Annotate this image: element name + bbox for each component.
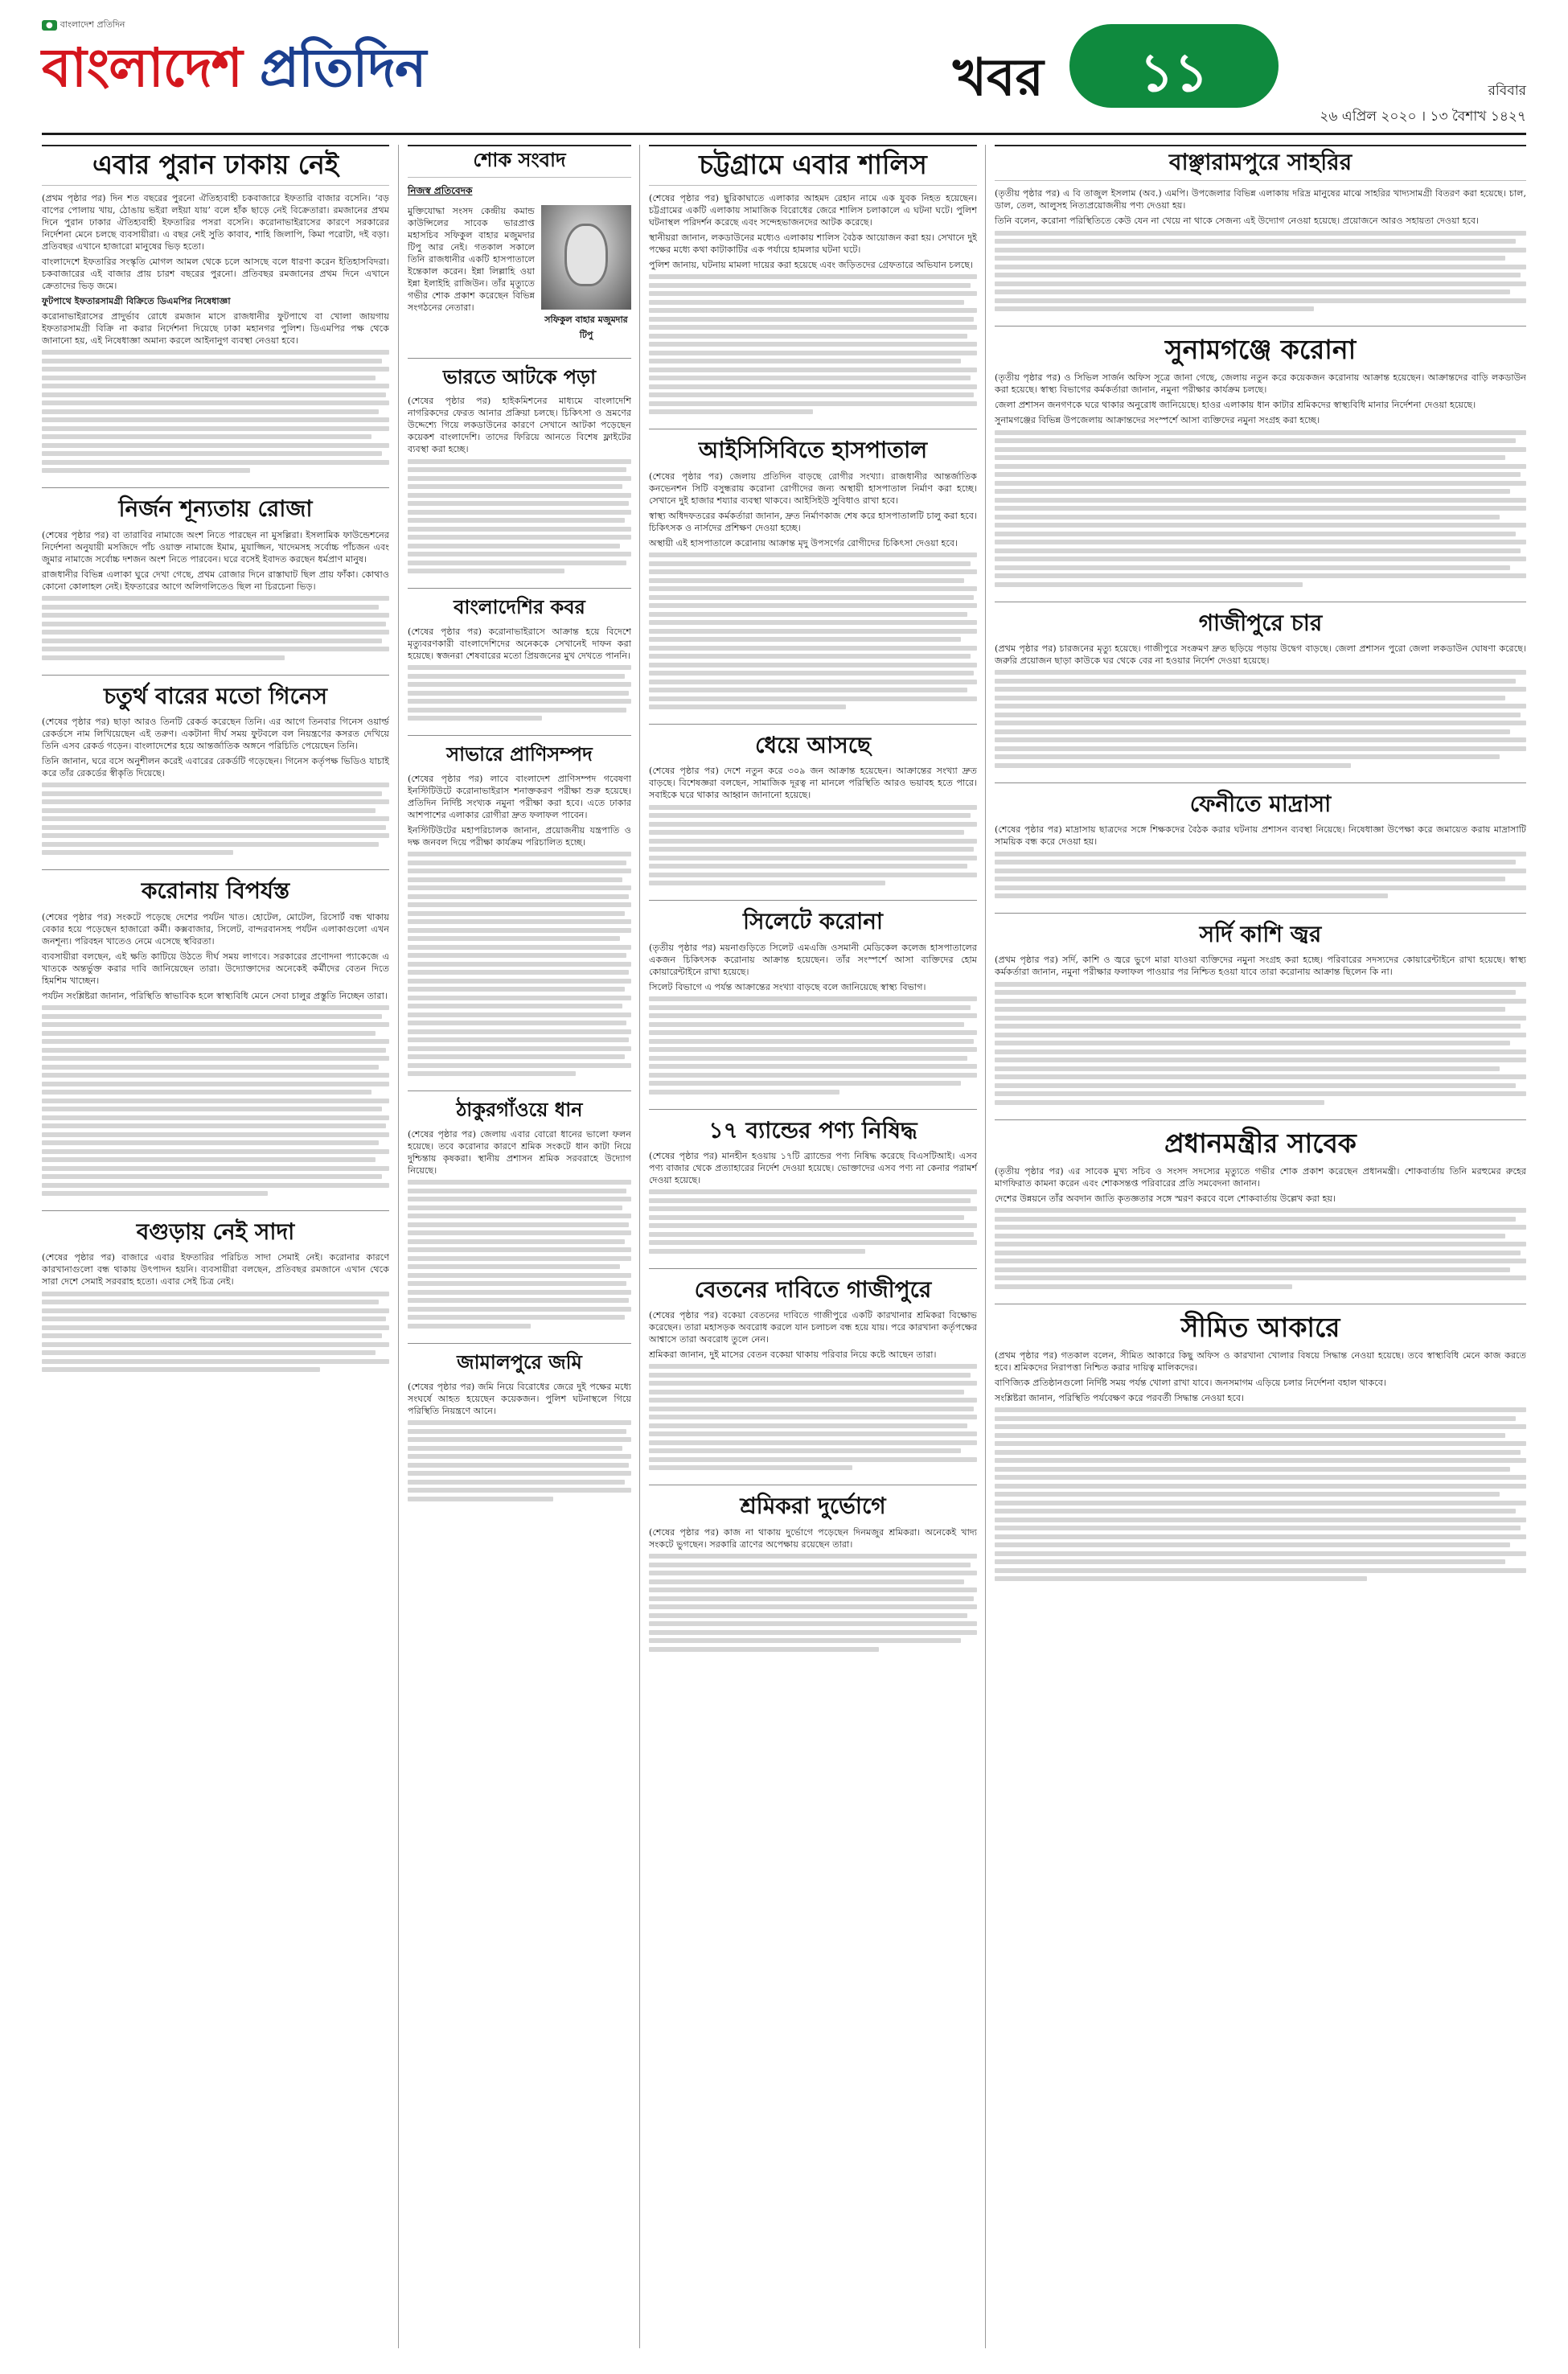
text-block (995, 430, 1526, 587)
article-headline: শোক সংবাদ (408, 145, 631, 178)
article-separator (408, 358, 631, 359)
article-paragraph: (শেষের পৃষ্ঠার পর) দেশে নতুন করে ৩০৯ জন আক্রান্ত হয়েছেন। আক্রান্তের সংখ্যা দ্রুত বাড়ছে। বিশেষজ্ঞরা বলছেন, সামাজিক দূরত্ব না মানলে পরিস্থিতি আরও ভয়াবহ হতে পারে। সবাইকে ঘরে থাকার আহ্বান জানানো হয়েছে। (649, 766, 977, 801)
article-paragraph: স্বাস্থ্য অধিদফতরের কর্মকর্তারা জানান, দ্রুত নির্মাণকাজ শেষ করে হাসপাতালটি চালু করা হবে। চিকিৎসক ও নার্সদের প্রশিক্ষণ দেওয়া হচ্ছে। (649, 510, 977, 533)
article-headline: বগুড়ায় নেই সাদা (136, 1218, 295, 1245)
masthead-rule (42, 133, 1526, 135)
article-headline: ঠাকুরগাঁওয়ে ধান (456, 1099, 583, 1122)
text-block (995, 982, 1526, 1105)
text-block (408, 1420, 631, 1501)
text-block (649, 1364, 977, 1470)
article-separator (42, 1210, 389, 1211)
photo-caption: সফিকুল বাহার মজুমদার টিপু (544, 314, 628, 340)
article-paragraph: (প্রথম পৃষ্ঠার পর) গতকাল বলেন, সীমিত আকারে কিছু অফিস ও কারখানা খোলার বিষয়ে সিদ্ধান্ত নেওয়া হয়েছে। তবে স্বাস্থ্যবিধি মেনে কাজ করতে হবে। শ্রমিকদের নিরাপত্তা নিশ্চিত করার দায়িত্ব মালিকদের। (995, 1349, 1526, 1373)
text-block (408, 1180, 631, 1329)
logo-word-red: বাংলাদেশ (42, 36, 260, 99)
column-1 (42, 145, 389, 1386)
article-headline: শ্রমিকরা দুর্ভোগে (740, 1493, 886, 1520)
article-paragraph: তিনি বলেন, করোনা পরিস্থিতিতে কেউ যেন না খেয়ে না থাকে সেজন্য এই উদ্যোগ নেওয়া হয়েছে। প্রয়োজনে আরও সহায়তা দেওয়া হবে। (995, 216, 1480, 227)
article-paragraph: (প্রথম পৃষ্ঠার পর) সর্দি, কাশি ও জ্বরে ভুগে মারা যাওয়া ব্যক্তিদের নমুনা সংগ্রহ করা হচ্ছে। পরিবারের সদস্যদের কোয়ারেন্টাইনে রাখা হয়েছে। স্বাস্থ্য কর্মকর্তারা জানান, নমুনা পরীক্ষার ফলাফল পাওয়ার পর নিশ্চিত হওয়া যাবে তারা করোনায় আক্রান্ত ছিলেন কি না। (995, 955, 1526, 978)
article-paragraph: (শেষের পৃষ্ঠার পর) মাদ্রাসায় ছাত্রদের সঙ্গে শিক্ষকদের বৈঠক করার ঘটনায় প্রশাসন ব্যবস্থা নিয়েছে। নিষেধাজ্ঞা উপেক্ষা করে জমায়েত করায় মাদ্রাসাটি সাময়িক বন্ধ করে দেওয়া হয়। (995, 824, 1526, 847)
article (408, 367, 631, 574)
text-block (995, 231, 1526, 312)
article (649, 909, 977, 1094)
article-paragraph: (শেষের পৃষ্ঠার পর) বাজারে এবার ইফতারির পরিচিত সাদা সেমাই নেই। করোনার কারণে কারখানাগুলো বন্ধ থাকায় উৎপাদন হয়নি। ব্যবসায়ীরা বলছেন, প্রতিবছর রমজানে এখান থেকে সারা দেশে সেমাই সরবরাহ হতো। এবার সেই চিত্র নেই। (42, 1252, 389, 1288)
article-paragraph: (শেষের পৃষ্ঠার পর) বা তারাবির নামাজে অংশ নিতে পারছেন না মুসল্লিরা। ইসলামিক ফাউন্ডেশনের নির্দেশনা অনুযায়ী মসজিদে পাঁচ ওয়াক্ত নামাজে ইমাম, মুয়াজ্জিন, খাদেমসহ সর্বোচ্চ পাঁচজন এবং জুমার নামাজে সর্বোচ্চ দশজন অংশ নিতে পারবেন। ঘরে বসেই ইবাদত করছেন ধর্মপ্রাণ মানুষ। (42, 529, 389, 565)
text-block (649, 1189, 977, 1254)
article (995, 1312, 1526, 1581)
article (649, 437, 977, 709)
article-paragraph: (শেষের পৃষ্ঠার পর) জেলায় প্রতিদিন বাড়ছে রোগীর সংখ্যা। রাজধানীর আন্তর্জাতিক কনভেনশন সিটি বসুন্ধরায় করোনা রোগীদের জন্য অস্থায়ী হাসপাতাল নির্মাণ করা হচ্ছে। সেখানে দুই হাজার শয্যার ব্যবস্থা থাকবে। আইসিইউ সুবিধাও রাখা হবে। (649, 470, 977, 506)
article-headline: ফেনীতে মাদ্রাসা (1189, 790, 1332, 817)
logo-tagline-text: বাংলাদেশ প্রতিদিন (60, 19, 125, 30)
article-headline: সীমিত আকারে (1180, 1311, 1340, 1343)
article (42, 496, 389, 659)
section-title: খবর (953, 48, 1044, 108)
article-paragraph: (শেষের পৃষ্ঠার পর) মানহীন হওয়ায় ১৭টি ব্র্যান্ডের পণ্য নিষিদ্ধ করেছে বিএসটিআই। এসব পণ্য বাজার থেকে প্রত্যাহারের নির্দেশ দেওয়া হয়েছে। ভোক্তাদের এসব পণ্য না কেনার পরামর্শ দেওয়া হয়েছে। (649, 1150, 977, 1185)
article-headline: এবার পুরান ঢাকায় নেই (42, 145, 389, 186)
text-block (649, 552, 977, 709)
article-headline: ১৭ ব্যান্ডের পণ্য নিষিদ্ধ (708, 1116, 917, 1144)
text-block (42, 1292, 389, 1373)
article-headline: ভারতে আটকে পড়া (442, 365, 597, 388)
column-divider (985, 145, 986, 2348)
text-block (995, 1407, 1526, 1581)
column-3 (649, 145, 977, 1666)
article (42, 1219, 389, 1372)
article-separator (995, 326, 1526, 327)
article-headline: জামালপুরে জমি (457, 1350, 582, 1374)
text-block (649, 1554, 977, 1652)
article-headline: গাজীপুরে চার (1198, 609, 1323, 636)
logo-wordmark (42, 35, 425, 100)
article-paragraph: বাণিজ্যিক প্রতিষ্ঠানগুলো নির্দিষ্ট সময় পর্যন্ত খোলা রাখা যাবে। জনসমাগম এড়িয়ে চলার নির্দেশনা বহাল থাকবে। (995, 1377, 1386, 1388)
article (995, 1128, 1526, 1289)
article-subhead: ফুটপাথে ইফতারসামগ্রী বিক্রিতে ডিএমপির নিষেধাজ্ঞা (42, 294, 231, 306)
text-block (649, 274, 977, 414)
text-block (408, 852, 631, 1076)
article-paragraph: স্থানীয়রা জানান, লকডাউনের মধ্যেও এলাকায় শালিস বৈঠক আয়োজন করা হয়। সেখানে দুই পক্ষের মধ্যে কথা কাটাকাটির এক পর্যায়ে হামলার ঘটনা ঘটে। (649, 232, 977, 255)
article-headline: চতুর্থ বারের মতো গিনেস (103, 682, 327, 709)
article-paragraph: সুনামগঞ্জের বিভিন্ন উপজেলায় আক্রান্তদের সংস্পর্শে আসা ব্যক্তিদের নমুনা সংগ্রহ করা হচ্ছে। (995, 415, 1320, 426)
text-block (995, 1208, 1526, 1289)
article (649, 1493, 977, 1651)
page-number: ১১ (1139, 42, 1209, 104)
obituary-block (408, 205, 631, 343)
article-paragraph: (তৃতীয় পৃষ্ঠার পর) ময়নাগুড়িতে সিলেট এমএজি ওসমানী মেডিকেল কলেজ হাসপাতালের একজন চিকিৎসক করোনায় আক্রান্ত হয়েছেন। তাঁর সংস্পর্শে আসা ব্যক্তিদের হোম কোয়ারেন্টাইনে রাখা হয়েছে। (649, 942, 977, 977)
article-headline: সর্দি কাশি জ্বর (1199, 921, 1322, 947)
article-separator (649, 1268, 977, 1269)
article-separator (649, 724, 977, 725)
column-4 (995, 145, 1526, 1596)
article-headline: আইসিসিবিতে হাসপাতাল (698, 437, 928, 464)
obituary-photo-wrap (541, 205, 631, 343)
article (649, 145, 977, 414)
text-block (995, 852, 1526, 899)
article-separator (42, 675, 389, 676)
article (42, 878, 389, 1196)
article (649, 1118, 977, 1254)
article-paragraph: (প্রথম পৃষ্ঠার পর) চারজনের মৃত্যু হয়েছে। গাজীপুরে সংক্রমণ দ্রুত ছড়িয়ে পড়ায় উদ্বেগ বাড়ছে। জেলা প্রশাসন পুরো জেলা লকডাউন ঘোষণা করেছে। জরুরি প্রয়োজন ছাড়া কাউকে ঘর থেকে বের না হওয়ার নির্দেশ দেওয়া হয়েছে। (995, 643, 1526, 666)
article-paragraph: (তৃতীয় পৃষ্ঠার পর) এর সাবেক মুখ্য সচিব ও সংসদ সদস্যের মৃত্যুতে গভীর শোক প্রকাশ করেছেন প্রধানমন্ত্রী। শোকবার্তায় তিনি মরহুমের রুহের মাগফিরাত কামনা করেন এবং শোকসন্তপ্ত পরিবারের প্রতি সমবেদনা জানান। (995, 1165, 1526, 1189)
article-paragraph: (শেষের পৃষ্ঠার পর) জমি নিয়ে বিরোধের জেরে দুই পক্ষের মধ্যে সংঘর্ষে আহত হয়েছেন কয়েকজন। পুলিশ ঘটনাস্থলে গিয়ে পরিস্থিতি নিয়ন্ত্রণে আনে। (408, 1381, 631, 1416)
article-paragraph: (শেষের পৃষ্ঠার পর) ছুরিকাঘাতে এলাকার আহমদ রেহান নামে এক যুবক নিহত হয়েছেন। চট্টগ্রামের একটি এলাকায় সামাজিক বিরোধের জেরে শালিস চলাকালে এ ঘটনা ঘটে। পুলিশ ঘটনাস্থল পরিদর্শন করেছে এবং সন্দেহভাজনদের আটক করেছে। (649, 192, 977, 228)
text-block (42, 782, 389, 855)
article-headline: ধেয়ে আসছে (755, 732, 871, 759)
column-divider (639, 145, 640, 2348)
article-paragraph: ইনস্টিটিউটের মহাপরিচালক জানান, প্রয়োজনীয় যন্ত্রপাতি ও দক্ষ জনবল দিয়ে পরীক্ষা কার্যক্রম পরিচালিত হচ্ছে। (408, 824, 631, 848)
article-paragraph: (শেষের পৃষ্ঠার পর) লাবে বাংলাদেশ প্রাণিসম্পদ গবেষণা ইনস্টিটিউটে করোনাভাইরাস শনাক্তকরণ পরীক্ষা শুরু হয়েছে। প্রতিদিন নির্দিষ্ট সংখ্যক নমুনা পরীক্ষা করা হবে। এতে ঢাকার আশপাশের এলাকার রোগীরা দ্রুত ফলাফল পাবেন। (408, 773, 631, 820)
article-separator (995, 782, 1526, 783)
newspaper-logo (42, 18, 492, 106)
article-paragraph: (শেষের পৃষ্ঠার পর) বকেয়া বেতনের দাবিতে গাজীপুরে একটি কারখানার শ্রমিকরা বিক্ষোভ করেছেন। তারা মহাসড়ক অবরোধ করলে যান চলাচল বন্ধ হয়ে যায়। পরে কারখানা কর্তৃপক্ষের আশ্বাসে তারা অবরোধ তুলে নেন। (649, 1309, 977, 1345)
logo-mini-badge: ● (42, 20, 57, 31)
article-separator (42, 487, 389, 488)
logo-tagline (42, 18, 125, 33)
article-separator (649, 900, 977, 901)
issue-date: ২৬ এপ্রিল ২০২০ । ১৩ বৈশাখ ১৪২৭ (1320, 109, 1526, 125)
article-headline: নির্জন শূন্যতায় রোজা (118, 495, 313, 523)
article (995, 335, 1526, 586)
masthead (0, 0, 1568, 138)
text-block (42, 596, 389, 660)
article-headline: বাঞ্ছারামপুরে সাহরির (995, 145, 1526, 181)
column-2 (408, 145, 631, 1516)
article-paragraph: মুক্তিযোদ্ধা সংসদ কেন্দ্রীয় কমান্ড কাউন্সিলের সাবেক ভারপ্রাপ্ত মহাসচিব সফিকুল বাহার মজুমদার টিপু আর নেই। গতকাল সকালে তিনি রাজধানীর একটি হাসপাতালে ইন্তেকাল করেন। ইন্না লিল্লাহি ওয়া ইন্না ইলাইহি রাজিউন। তাঁর মৃত্যুতে গভীর শোক প্রকাশ করেছেন বিভিন্ন সংগঠনের নেতারা। (408, 205, 535, 313)
column-divider (398, 145, 399, 2348)
article-separator (408, 588, 631, 589)
article-headline: প্রধানমন্ত্রীর সাবেক (1164, 1127, 1357, 1159)
article-headline: বেতনের দাবিতে গাজীপুরে (694, 1275, 932, 1303)
logo-word-blue: প্রতিদিন (259, 36, 426, 99)
article-paragraph: পুলিশ জানায়, ঘটনায় মামলা দায়ের করা হয়েছে এবং জড়িতদের গ্রেফতারে অভিযান চলছে। (649, 259, 974, 270)
text-block (649, 996, 977, 1095)
article-separator (408, 1343, 631, 1344)
page-content (42, 145, 1526, 2348)
article (995, 610, 1526, 768)
article-headline: সুনামগঞ্জে করোনা (1164, 334, 1357, 366)
article-paragraph: (শেষের পৃষ্ঠার পর) হাইকমিশনের মাধ্যমে বাংলাদেশি নাগরিকদের ফেরত আনার প্রক্রিয়া চলছে। চিকিৎসা ও ভ্রমণের উদ্দেশ্যে গিয়ে লকডাউনের কারণে সেখানে আটকা পড়েছেন কয়েকশ বাংলাদেশি। তাদের ফিরিয়ে আনতে বিশেষ ফ্লাইটের ব্যবস্থা করা হচ্ছে। (408, 396, 631, 455)
article-paragraph: রাজধানীর বিভিন্ন এলাকা ঘুরে দেখা গেছে, প্রথম রোজার দিনে রাস্তাঘাট ছিল প্রায় ফাঁকা। কোথাও কোনো কোলাহল নেই। ইফতারের আগে অলিগলিতেও ছিল না চিরচেনা ভিড়। (42, 569, 389, 592)
text-block (42, 350, 389, 473)
article-headline: করোনায় বিপর্যস্ত (141, 877, 290, 905)
article-paragraph: দেশের উন্নয়নে তাঁর অবদান জাতি কৃতজ্ঞতার সঙ্গে স্মরণ করবে বলে শোকবার্তায় উল্লেখ করা হয়। (995, 1193, 1336, 1204)
article-headline: সিলেটে করোনা (742, 908, 884, 935)
article-paragraph: (শেষের পৃষ্ঠার পর) ছাড়া আরও তিনটি রেকর্ড করেছেন তিনি। এর আগে তিনবার গিনেস ওয়ার্ল্ড রেকর্ডসে নাম লিখিয়েছেন এই তরুণ। একটানা দীর্ঘ সময় ফুটবলে বল নিয়ন্ত্রণের কসরত দেখিয়ে তিনি এসব রেকর্ড গড়েন। বাংলাদেশের হয়ে আন্তর্জাতিক অঙ্গনে পরিচিতি পেয়েছেন তিনি। (42, 716, 389, 751)
article-separator (649, 1109, 977, 1110)
obituary-photo (541, 205, 631, 310)
article-paragraph: সংশ্লিষ্টরা জানান, পরিস্থিতি পর্যবেক্ষণ করে পরবর্তী সিদ্ধান্ত নেওয়া হবে। (995, 1392, 1245, 1403)
article-paragraph: ব্যবসায়ীরা বলছেন, এই ক্ষতি কাটিয়ে উঠতে দীর্ঘ সময় লাগবে। সরকারের প্রণোদনা প্যাকেজে এ খাতকে অন্তর্ভুক্ত করার দাবি জানিয়েছেন তারা। উদ্যোক্তাদের অনেকেই কর্মীদের বেতন দিতে হিমশিম খাচ্ছেন। (42, 951, 389, 986)
article-paragraph: (শেষের পৃষ্ঠার পর) সংকটে পড়েছে দেশের পর্যটন খাত। হোটেল, মোটেল, রিসোর্ট বন্ধ থাকায় বেকার হয়ে পড়েছেন হাজারো কর্মী। কক্সবাজার, সিলেট, বান্দরবানসহ পর্যটন এলাকাগুলো এখন জনশূন্য। পরিবহন খাতেও নেমে এসেছে স্থবিরতা। (42, 911, 389, 947)
article (408, 744, 631, 1076)
article (995, 791, 1526, 898)
article (42, 145, 389, 473)
article (649, 1277, 977, 1471)
article-separator (42, 869, 389, 870)
article-paragraph: অস্থায়ী এই হাসপাতালে করোনায় আক্রান্ত মৃদু উপসর্গের রোগীদের চিকিৎসা দেওয়া হবে। (649, 537, 958, 548)
article (408, 597, 631, 721)
article-paragraph: জেলা প্রশাসন জনগণকে ঘরে থাকার অনুরোধ জানিয়েছে। হাওর এলাকায় ধান কাটার শ্রমিকদের স্বাস্থ্যবিধি মানার নির্দেশনা দেওয়া হয়েছে। (995, 400, 1476, 411)
article-paragraph: (শেষের পৃষ্ঠার পর) কাজ না থাকায় দুর্ভোগে পড়েছেন দিনমজুর শ্রমিকরা। অনেকেই খাদ্য সংকটে ভুগছেন। সরকারি ত্রাণের অপেক্ষায় রয়েছেন তারা। (649, 1526, 977, 1550)
article-separator (995, 913, 1526, 914)
text-block (408, 665, 631, 721)
text-block (408, 459, 631, 574)
article-paragraph: (তৃতীয় পৃষ্ঠার পর) এ বি তাজুল ইসলাম (অব.) এমপি। উপজেলার বিভিন্ন এলাকায় দরিদ্র মানুষের মাঝে সাহরির খাদ্যসামগ্রী বিতরণ করা হয়েছে। চাল, ডাল, তেল, আলুসহ নিত্যপ্রয়োজনীয় পণ্য দেওয়া হয়। (995, 188, 1526, 212)
issue-day: রবিবার (1488, 83, 1526, 99)
article (408, 145, 631, 343)
article-paragraph: করোনাভাইরাসের প্রাদুর্ভাব রোধে রমজান মাসে রাজধানীর ফুটপাথে বা খোলা জায়গায় ইফতারসামগ্রী বিক্রি না করার নির্দেশনা দিয়েছে ঢাকা মহানগর পুলিশ। ডিএমপির পক্ষ থেকে জানানো হয়, এই নিষেধাজ্ঞা অমান্য করলে আইনানুগ ব্যবস্থা নেওয়া হবে। (42, 310, 389, 346)
article (995, 922, 1526, 1105)
article (649, 733, 977, 885)
article-paragraph: (শেষের পৃষ্ঠার পর) করোনাভাইরাসে আক্রান্ত হয়ে বিদেশে মৃত্যুবরণকারী বাংলাদেশিদের অনেককে সেখানেই দাফন করা হয়েছে। স্বজনরা শেষবারের মতো প্রিয়জনের মুখ দেখতে পাননি। (408, 626, 631, 661)
article (408, 1099, 631, 1329)
article-paragraph: পর্যটন সংশ্লিষ্টরা জানান, পরিস্থিতি স্বাভাবিক হলে স্বাস্থ্যবিধি মেনে সেবা চালুর প্রস্তুতি নিচ্ছেন তারা। (42, 990, 388, 1001)
article-headline: চট্টগ্রামে এবার শালিস (649, 145, 977, 186)
article-separator (408, 735, 631, 736)
article (42, 684, 389, 856)
article-headline: সাভারে প্রাণিসম্পদ (446, 743, 593, 766)
article-paragraph: তিনি জানান, ঘরে বসে অনুশীলন করেই এবারের রেকর্ডটি গড়েছেন। গিনেস কর্তৃপক্ষ ভিডিও যাচাই করে তাঁর রেকর্ডের স্বীকৃতি দিয়েছে। (42, 755, 389, 778)
article-paragraph: (প্রথম পৃষ্ঠার পর) দিন শত বছরের পুরনো ঐতিহ্যবাহী চকবাজারে ইফতারি বাজার বসেনি। ‘বড় বাপের পোলায় খায়, ঠোঙায় ভইরা লইয়া যায়’ বলে হাঁক ছাড়ে নেই বিক্রেতারা। রমজানের প্রথম দিনে পুরান ঢাকার ঐতিহ্যবাহী ইফতারির পসরা বসেনি। করোনাভাইরাসের কারণে সরকারের নির্দেশনা মেনে চলছে ব্যবসায়ীরা। এ বছর নেই সুতি কাবাব, শাহি জিলাপি, কিমা পরোটা, দই বড়া। প্রতিবছর এখানে হাজারো মানুষের ভিড় হতো। (42, 192, 389, 252)
article-paragraph: শ্রমিকরা জানান, দুই মাসের বেতন বকেয়া থাকায় পরিবার নিয়ে কষ্টে আছেন তারা। (649, 1349, 937, 1360)
article (995, 145, 1526, 311)
article (408, 1352, 631, 1501)
text-block (42, 1005, 389, 1196)
article-paragraph: (শেষের পৃষ্ঠার পর) জেলায় এবার বোরো ধানের ভালো ফলন হয়েছে। তবে করোনার কারণে শ্রমিক সংকটে ধান কাটা নিয়ে দুশ্চিন্তায় কৃষকরা। স্থানীয় প্রশাসন শ্রমিক সরবরাহে উদ্যোগ নিয়েছে। (408, 1128, 631, 1176)
article-byline: নিজস্ব প্রতিবেদক (408, 184, 473, 196)
article-paragraph: সিলেট বিভাগে এ পর্যন্ত আক্রান্তের সংখ্যা বাড়ছে বলে জানিয়েছে স্বাস্থ্য বিভাগ। (649, 981, 926, 992)
text-block (649, 805, 977, 886)
article-paragraph: বাংলাদেশে ইফতারির সংস্কৃতি মোগল আমল থেকে চলে আসছে বলে ধারণা করেন ইতিহাসবিদরা। চকবাজারের এই বাজার প্রায় চারশ বছরের পুরনো। প্রতিবছর রমজানের প্রথম দিনে এখানে ক্রেতাদের ভিড় জমে। (42, 256, 389, 291)
article-headline: বাংলাদেশির কবর (454, 596, 585, 619)
article-paragraph: (তৃতীয় পৃষ্ঠার পর) ও সিভিল সার্জন অফিস সূত্রে জানা গেছে, জেলায় নতুন করে কয়েকজন করোনায় আক্রান্ত হয়েছেন। আক্রান্তদের বাড়ি লকডাউন করা হয়েছে। স্বাস্থ্য বিভাগের কর্মকর্তারা জানান, নমুনা পরীক্ষার কার্যক্রম চলছে। (995, 372, 1526, 396)
article-separator (408, 1090, 631, 1091)
text-block (995, 670, 1526, 768)
article-separator (995, 1119, 1526, 1120)
page-number-badge (1069, 24, 1279, 108)
